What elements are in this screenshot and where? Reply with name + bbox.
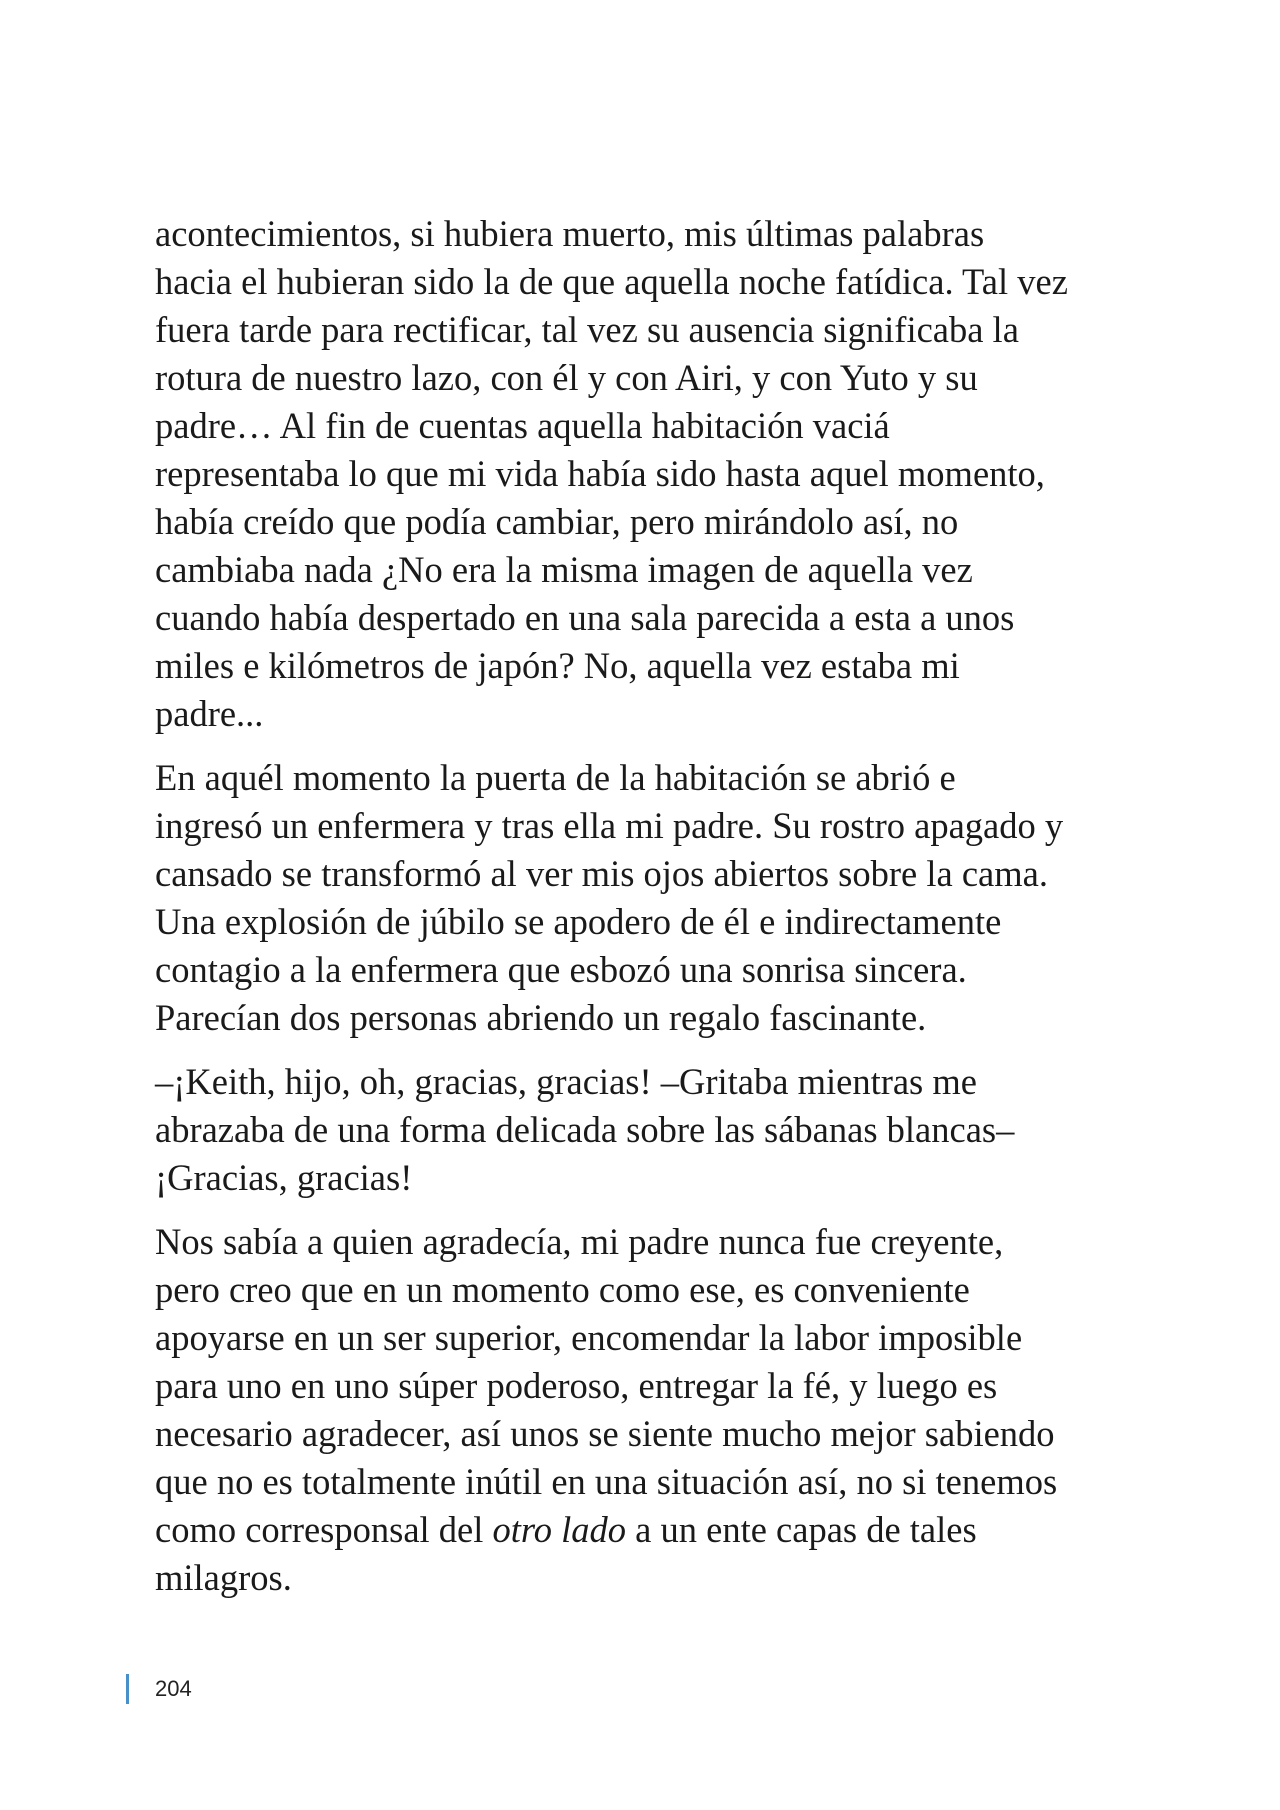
text-line: representaba lo que mi vida había sido hasta aquel momento, [155,453,1045,494]
paragraph-2 [155,754,1145,1042]
text-line: que no es totalmente inútil en una situación así, no si tenemos [155,1461,1058,1502]
text-line: había creído que podía cambiar, pero mirándolo así, no [155,501,959,542]
text-line: cansado se transformó al ver mis ojos abiertos sobre la cama. [155,853,1048,894]
text-line: hacia el hubieran sido la de que aquella noche fatídica. Tal vez [155,261,1068,302]
text-line: Una explosión de júbilo se apodero de él e indirectamente [155,901,1002,942]
text-segment: a un ente capas de tales [626,1509,977,1550]
body-text [155,210,1145,1618]
text-line: miles e kilómetros de japón? No, aquella vez estaba mi [155,645,960,686]
paragraph-3-dialogue [155,1058,1145,1202]
text-line: para uno en uno súper poderoso, entregar la fé, y luego es [155,1365,998,1406]
text-line: necesario agradecer, así unos se siente mucho mejor sabiendo [155,1413,1055,1454]
text-line: ingresó un enfermera y tras ella mi padre. Su rostro apagado y [155,805,1064,846]
paragraph-1 [155,210,1145,738]
text-line: cambiaba nada ¿No era la misma imagen de aquella vez [155,549,973,590]
text-segment: como corresponsal del [155,1509,493,1550]
text-line: En aquél momento la puerta de la habitación se abrió e [155,757,956,798]
text-line: pero creo que en un momento como ese, es conveniente [155,1269,970,1310]
paragraph-4 [155,1218,1145,1602]
text-line: contagio a la enfermera que esbozó una sonrisa sincera. [155,949,967,990]
text-line: –¡Keith, hijo, oh, gracias, gracias! –Gritaba mientras me [155,1061,977,1102]
text-line: abrazaba de una forma delicada sobre las sábanas blancas– [155,1109,1015,1150]
page-number-bar [126,1674,129,1704]
text-line: padre... [155,693,264,734]
italic-phrase: otro lado [492,1509,627,1550]
page-number: 204 [155,1676,192,1701]
text-line: rotura de nuestro lazo, con él y con Airi, y con Yuto y su [155,357,978,398]
text-line: milagros. [155,1557,292,1598]
text-line: acontecimientos, si hubiera muerto, mis últimas palabras [155,213,985,254]
text-line: Parecían dos personas abriendo un regalo fascinante. [155,997,927,1038]
text-line: apoyarse en un ser superior, encomendar la labor imposible [155,1317,1023,1358]
text-line: fuera tarde para rectificar, tal vez su ausencia significaba la [155,309,1019,350]
text-line: Nos sabía a quien agradecía, mi padre nunca fue creyente, [155,1221,1004,1262]
text-line: cuando había despertado en una sala parecida a esta a unos [155,597,1015,638]
text-line: ¡Gracias, gracias! [155,1157,413,1198]
text-line-with-italic [155,1506,1145,1554]
text-line: padre… Al fin de cuentas aquella habitación vaciá [155,405,890,446]
